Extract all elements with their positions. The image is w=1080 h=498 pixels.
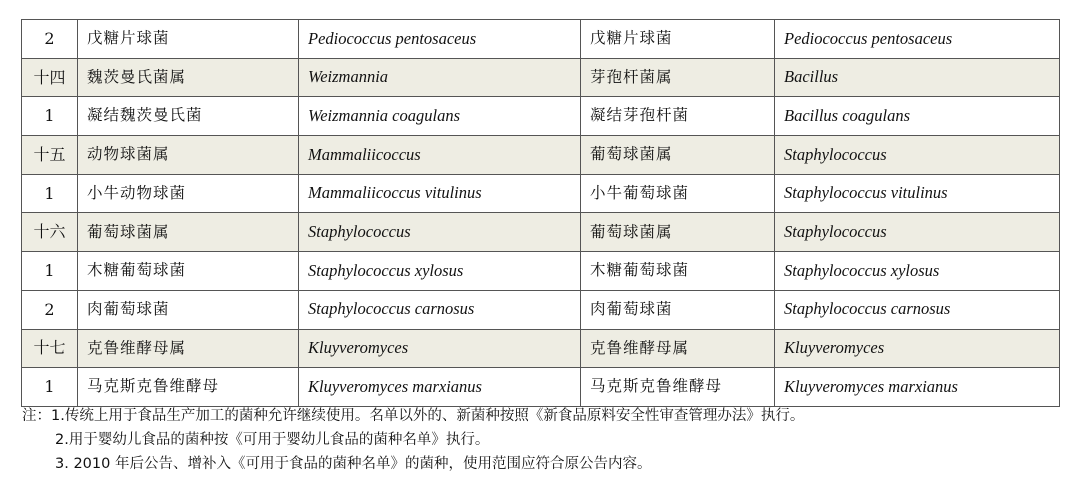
strain-table (21, 19, 1060, 407)
strain-chinese-name: 肉葡萄球菌 (78, 290, 299, 329)
strain-chinese-name: 小牛动物球菌 (78, 174, 299, 213)
original-chinese-name: 木糖葡萄球菌 (581, 252, 775, 291)
original-latin-name: Staphylococcus (775, 136, 1060, 175)
row-number: 十五 (22, 136, 78, 175)
original-latin-name: Kluyveromyces (775, 329, 1060, 368)
row-number: 十四 (22, 58, 78, 97)
original-chinese-name: 小牛葡萄球菌 (581, 174, 775, 213)
original-chinese-name: 葡萄球菌属 (581, 136, 775, 175)
row-number: 1 (22, 368, 78, 407)
table-row (22, 97, 1060, 136)
row-number: 1 (22, 252, 78, 291)
strain-chinese-name: 克鲁维酵母属 (78, 329, 299, 368)
row-number: 1 (22, 174, 78, 213)
strain-latin-name: Staphylococcus carnosus (299, 290, 581, 329)
original-latin-name: Staphylococcus (775, 213, 1060, 252)
original-latin-name: Staphylococcus xylosus (775, 252, 1060, 291)
original-chinese-name: 芽孢杆菌属 (581, 58, 775, 97)
strain-chinese-name: 动物球菌属 (78, 136, 299, 175)
original-chinese-name: 克鲁维酵母属 (581, 329, 775, 368)
strain-latin-name: Kluyveromyces (299, 329, 581, 368)
strain-latin-name: Mammaliicoccus vitulinus (299, 174, 581, 213)
strain-chinese-name: 凝结魏茨曼氏菌 (78, 97, 299, 136)
table-row (22, 290, 1060, 329)
row-number: 2 (22, 290, 78, 329)
strain-latin-name: Staphylococcus (299, 213, 581, 252)
strain-latin-name: Kluyveromyces marxianus (299, 368, 581, 407)
table-row (22, 329, 1060, 368)
table-row (22, 213, 1060, 252)
original-latin-name: Kluyveromyces marxianus (775, 368, 1060, 407)
original-latin-name: Staphylococcus carnosus (775, 290, 1060, 329)
note-1: 注：1.传统上用于食品生产加工的菌种允许继续使用。名单以外的、新菌种按照《新食品原料安全性审查管理办法》执行。 (22, 408, 805, 424)
row-number: 十七 (22, 329, 78, 368)
strain-chinese-name: 马克斯克鲁维酵母 (78, 368, 299, 407)
strain-chinese-name: 魏茨曼氏菌属 (78, 58, 299, 97)
table-notes (22, 404, 1062, 476)
note-2: 2.用于婴幼儿食品的菌种按《可用于婴幼儿食品的菌种名单》执行。 (55, 432, 490, 448)
original-chinese-name: 戊糖片球菌 (581, 20, 775, 59)
original-chinese-name: 肉葡萄球菌 (581, 290, 775, 329)
table-row (22, 252, 1060, 291)
strain-latin-name: Weizmannia (299, 58, 581, 97)
row-number: 1 (22, 97, 78, 136)
row-number: 十六 (22, 213, 78, 252)
original-chinese-name: 马克斯克鲁维酵母 (581, 368, 775, 407)
strain-latin-name: Staphylococcus xylosus (299, 252, 581, 291)
strain-latin-name: Pediococcus pentosaceus (299, 20, 581, 59)
table-row (22, 20, 1060, 59)
original-latin-name: Staphylococcus vitulinus (775, 174, 1060, 213)
strain-chinese-name: 戊糖片球菌 (78, 20, 299, 59)
note-3: 3. 2010 年后公告、增补入《可用于食品的菌种名单》的菌种，使用范围应符合原公告内容。 (55, 456, 652, 472)
table-row (22, 136, 1060, 175)
row-number: 2 (22, 20, 78, 59)
table-row (22, 368, 1060, 407)
strain-latin-name: Mammaliicoccus (299, 136, 581, 175)
original-latin-name: Bacillus coagulans (775, 97, 1060, 136)
strain-chinese-name: 木糖葡萄球菌 (78, 252, 299, 291)
original-chinese-name: 葡萄球菌属 (581, 213, 775, 252)
table-row (22, 174, 1060, 213)
original-latin-name: Pediococcus pentosaceus (775, 20, 1060, 59)
strain-chinese-name: 葡萄球菌属 (78, 213, 299, 252)
original-chinese-name: 凝结芽孢杆菌 (581, 97, 775, 136)
strain-latin-name: Weizmannia coagulans (299, 97, 581, 136)
table-row (22, 58, 1060, 97)
original-latin-name: Bacillus (775, 58, 1060, 97)
